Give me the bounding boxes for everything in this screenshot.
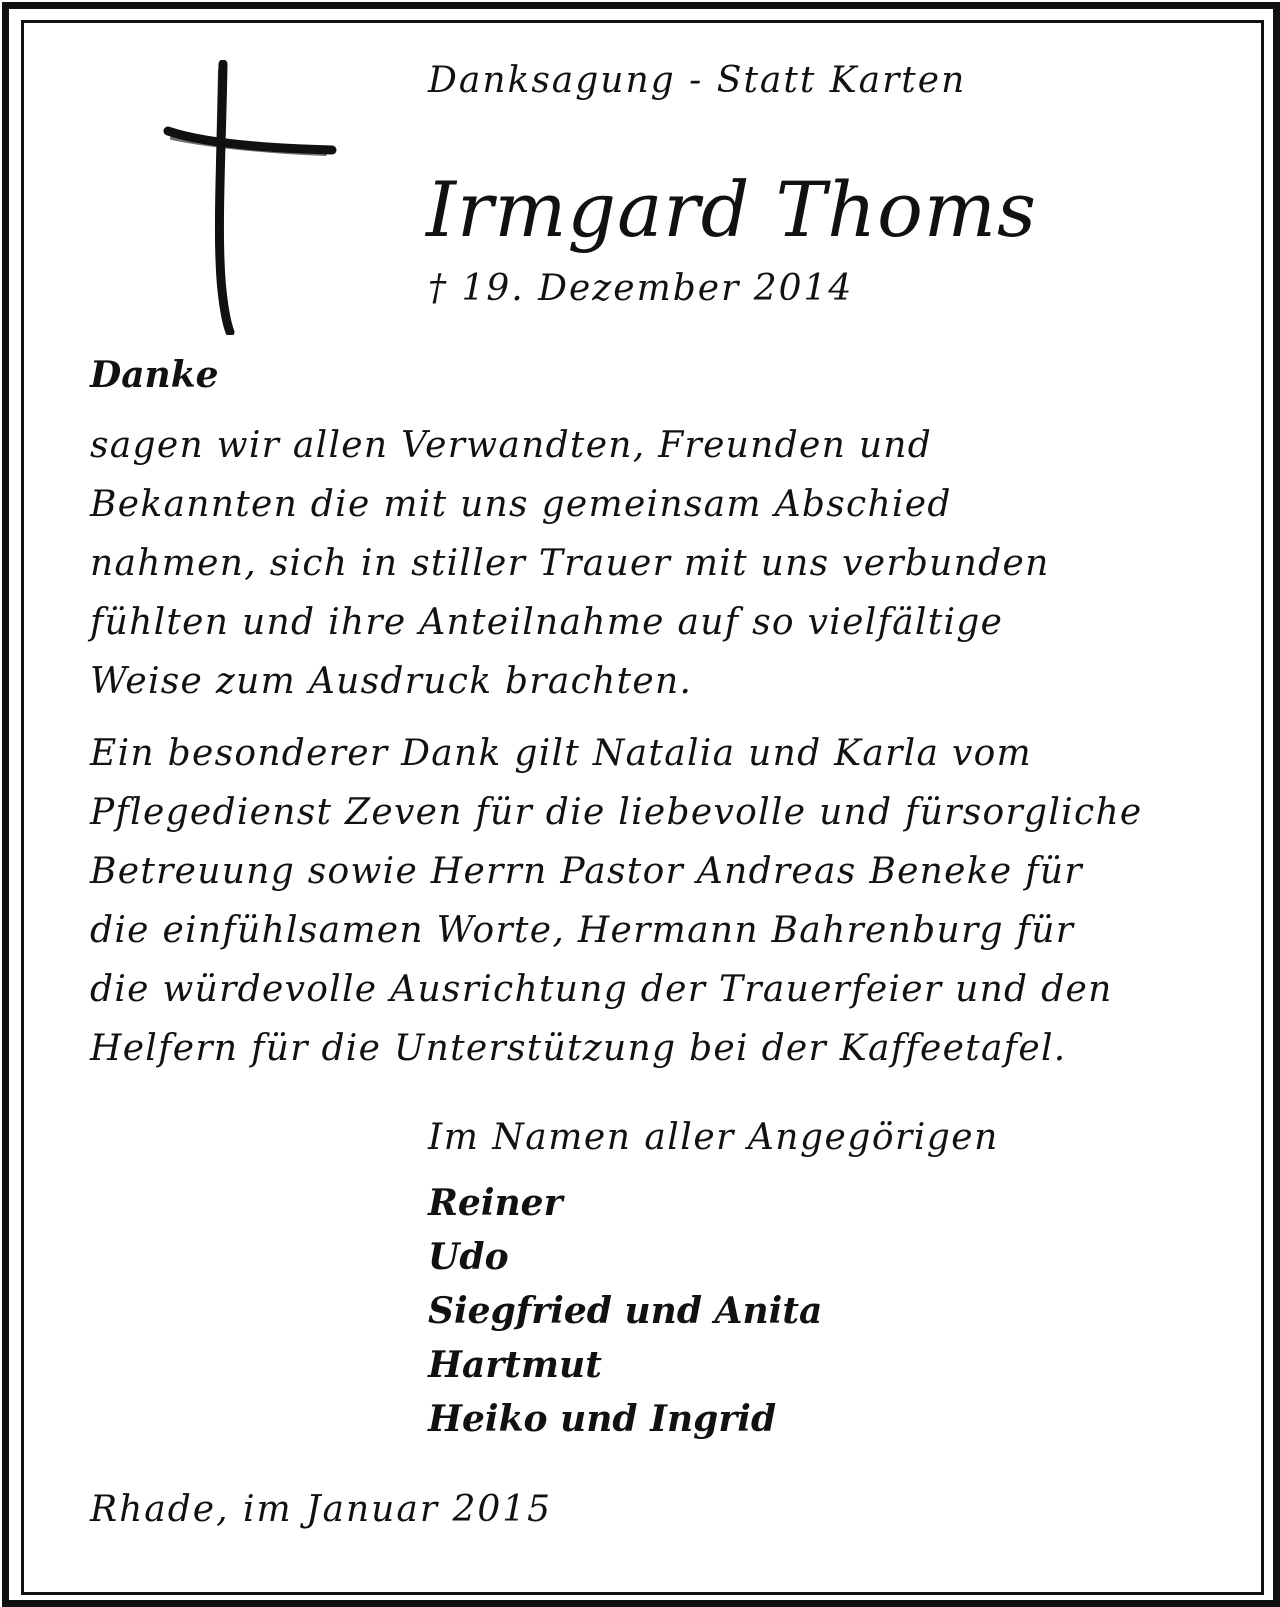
paragraph-line: Weise zum Ausdruck brachten. [90,661,693,702]
thanks-paragraph [90,416,1050,711]
signer-name: Reiner [428,1182,563,1224]
paragraph-line: fühlten und ihre Anteilnahme auf so vielfältige [90,602,1004,643]
paragraph-line: Helfern für die Unterstützung bei der Kaffeetafel. [90,1028,1067,1069]
cross-icon [160,60,340,335]
signature-intro: Im Namen aller Angegörigen [428,1117,999,1158]
signer-name: Siegfried und Anita [428,1290,823,1332]
special-thanks-paragraph [90,724,1143,1078]
paragraph-line: die einfühlsamen Worte, Hermann Bahrenburg für [90,910,1075,951]
paragraph-line: Bekannten die mit uns gemeinsam Abschied [90,484,952,525]
signer-name: Hartmut [428,1344,602,1386]
deceased-name: Irmgard Thoms [426,165,1037,254]
thanks-heading: Danke [90,354,219,396]
paragraph-line: die würdevolle Ausrichtung der Trauerfeier und den [90,969,1113,1010]
signer-list [428,1176,822,1446]
paragraph-line: Betreuung sowie Herrn Pastor Andreas Beneke für [90,851,1083,892]
paragraph-line: Pflegedienst Zeven für die liebevolle und fürsorgliche [90,792,1143,833]
place-and-date: Rhade, im Januar 2015 [90,1489,553,1530]
paragraph-line: Ein besonderer Dank gilt Natalia und Karla vom [90,733,1032,774]
signer-name: Udo [428,1236,509,1278]
paragraph-line: sagen wir allen Verwandten, Freunden und [90,425,933,466]
paragraph-line: nahmen, sich in stiller Trauer mit uns verbunden [90,543,1050,584]
notice-heading: Danksagung - Statt Karten [428,60,967,101]
signer-name: Heiko und Ingrid [428,1398,777,1440]
death-date: † 19. Dezember 2014 [428,268,854,309]
